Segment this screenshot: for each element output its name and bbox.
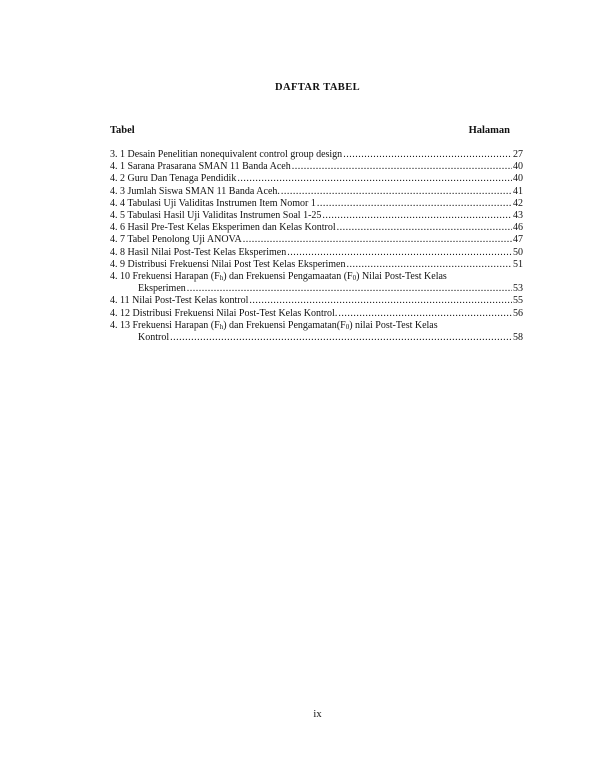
entry-page: 56	[513, 307, 523, 319]
entry-page: 55	[513, 295, 523, 307]
entry-label: 4. 1 Sarana Prasarana SMAN 11 Banda Aceh	[110, 161, 291, 173]
page-number: ix	[313, 709, 322, 720]
entry-label: 4. 5 Tabulasi Hasil Uji Validitas Instrumen Soal 1-25	[110, 210, 322, 222]
list-item	[110, 259, 523, 271]
entry-page: 46	[513, 222, 523, 234]
list-item	[110, 161, 523, 173]
list-item	[110, 222, 523, 234]
entry-label: 4. 7 Tabel Penolong Uji ANOVA	[110, 234, 242, 246]
entry-label: 4. 12 Distribusi Frekuensi Nilai Post-Test Kelas Kontrol.	[110, 307, 338, 319]
dot-leader	[343, 149, 512, 161]
dot-leader	[281, 186, 512, 198]
list-item	[110, 149, 523, 161]
entry-page: 41	[513, 185, 523, 197]
dot-leader	[322, 210, 512, 222]
dot-leader	[237, 173, 512, 185]
list-item	[110, 308, 523, 320]
dot-leader	[317, 198, 512, 210]
dot-leader	[292, 161, 512, 173]
entry-label: 4. 11 Nilai Post-Test Kelas kontrol	[110, 295, 249, 307]
list-item	[110, 247, 523, 259]
dot-leader	[338, 308, 512, 320]
entry-label: 4. 3 Jumlah Siswa SMAN 11 Banda Aceh.	[110, 185, 280, 197]
dot-leader	[337, 222, 512, 234]
list-item	[110, 186, 523, 198]
dot-leader	[249, 295, 512, 307]
column-header-halaman: Halaman	[468, 125, 510, 136]
entry-label: 4. 2 Guru Dan Tenaga Pendidik	[110, 173, 237, 185]
entry-label-line-2: Eksperimen ..... 53	[110, 283, 523, 295]
table-of-tables	[110, 149, 523, 344]
entry-page: 40	[513, 173, 523, 185]
entry-label-line-2: Kontrol ..... 58	[110, 332, 523, 344]
entry-page: 42	[513, 197, 523, 209]
entry-label: 3. 1 Desain Penelitian nonequivalent control group design	[110, 149, 343, 160]
dot-leader	[287, 247, 512, 259]
list-item	[110, 295, 523, 307]
entry-page: 58	[513, 332, 523, 344]
list-item	[110, 271, 523, 295]
entry-label: 4. 9 Distribusi Frekuensi Nilai Post Test Kelas Eksperimen	[110, 258, 346, 270]
entry-page: 40	[513, 161, 523, 173]
entry-label: 4. 8 Hasil Nilai Post-Test Kelas Eksperimen	[110, 246, 287, 258]
entry-label: 4. 4 Tabulasi Uji Validitas Instrumen Item Nomor 1	[110, 197, 316, 209]
entry-page: 51	[513, 258, 523, 270]
dot-leader	[187, 283, 512, 295]
entry-page: 27	[513, 149, 523, 160]
dot-leader	[170, 332, 512, 344]
dot-leader	[243, 234, 512, 246]
entry-label-line-1: 4. 10 Frekuensi Harapan $(F_h)$ dan Frekuensi Pengamaatan $(F_0)$ Nilai Post-Test Kelas	[110, 271, 447, 283]
entry-page: 47	[513, 234, 523, 246]
dot-leader	[346, 259, 512, 271]
list-item	[110, 320, 523, 344]
list-item	[110, 210, 523, 222]
list-item	[110, 198, 523, 210]
entry-label: 4. 6 Hasil Pre-Test Kelas Eksperimen dan Kelas Kontrol	[110, 222, 336, 234]
list-item	[110, 173, 523, 185]
list-item	[110, 234, 523, 246]
entry-label-line-1: 4. 13 Frekuensi Harapan $(F_h)$ dan Frekuensi $Pengamatan(F_0)$ nilai Post-Test Kelas	[110, 319, 438, 331]
entry-page: 43	[513, 210, 523, 222]
entry-page: 50	[513, 246, 523, 258]
entry-page: 53	[513, 283, 523, 295]
column-header-tabel: Tabel	[110, 125, 135, 136]
page-title: DAFTAR TABEL	[274, 82, 361, 93]
